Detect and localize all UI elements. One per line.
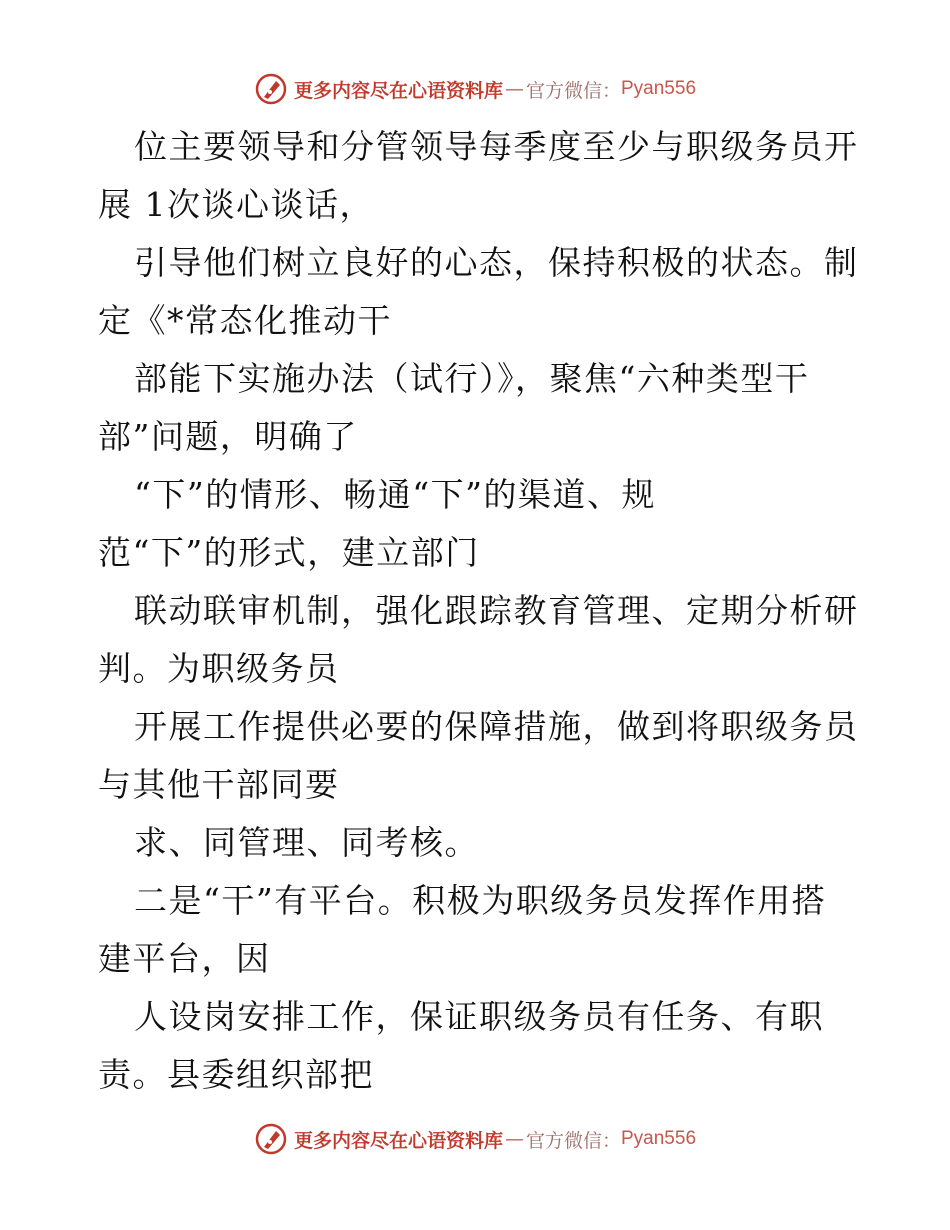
paragraph-line: 定《*常态化推动干 — [98, 301, 392, 340]
watermark-wechat-id: Pyan556 — [621, 1128, 697, 1149]
header-watermark — [0, 72, 950, 106]
watermark-site-text: 更多内容尽在心语资料库 — [293, 79, 503, 102]
paragraph-line: 人设岗安排工作，保证职级务员有任务、有职 — [134, 997, 824, 1036]
paragraph-line: 展 1次谈心谈话， — [98, 185, 374, 224]
paragraph-line: 判。为职级务员 — [98, 649, 340, 688]
paragraph-line: 部能下实施办法（试行）》，聚焦“六种类型干 — [134, 359, 810, 398]
pen-nib-logo-icon — [254, 1122, 288, 1156]
watermark-site-text: 更多内容尽在心语资料库 — [293, 1129, 503, 1152]
pen-nib-logo-icon — [254, 72, 288, 106]
paragraph-line: 开展工作提供必要的保障措施，做到将职级务员 — [134, 707, 858, 746]
paragraph-line: 建平台，因 — [98, 939, 271, 978]
paragraph-line: 二是“干”有平台。积极为职级务员发挥作用搭 — [134, 881, 827, 920]
paragraph-line: 与其他干部同要 — [98, 765, 340, 804]
watermark-wechat-label: 官方微信： — [525, 1129, 621, 1152]
paragraph-line: 联动联审机制，强化跟踪教育管理、定期分析研 — [134, 591, 858, 630]
watermark-wechat-label: 官方微信： — [525, 79, 621, 102]
paragraph-line: “下”的情形、畅通“下”的渠道、规 — [134, 475, 656, 514]
paragraph-line: 求、同管理、同考核。 — [134, 823, 479, 862]
document-body — [98, 118, 858, 1104]
watermark-separator: — — [504, 1128, 524, 1150]
paragraph-line: 责。县委组织部把 — [98, 1055, 374, 1094]
paragraph-line: 部”问题，明确了 — [98, 417, 358, 456]
paragraph-line: 引导他们树立良好的心态，保持积极的状态。制 — [134, 243, 858, 282]
watermark-separator: — — [504, 78, 524, 100]
footer-watermark — [0, 1122, 950, 1156]
paragraph-line: 范“下”的形式，建立部门 — [98, 533, 480, 572]
watermark-wechat-id: Pyan556 — [621, 78, 697, 99]
paragraph-line: 位主要领导和分管领导每季度至少与职级务员开 — [134, 127, 858, 166]
